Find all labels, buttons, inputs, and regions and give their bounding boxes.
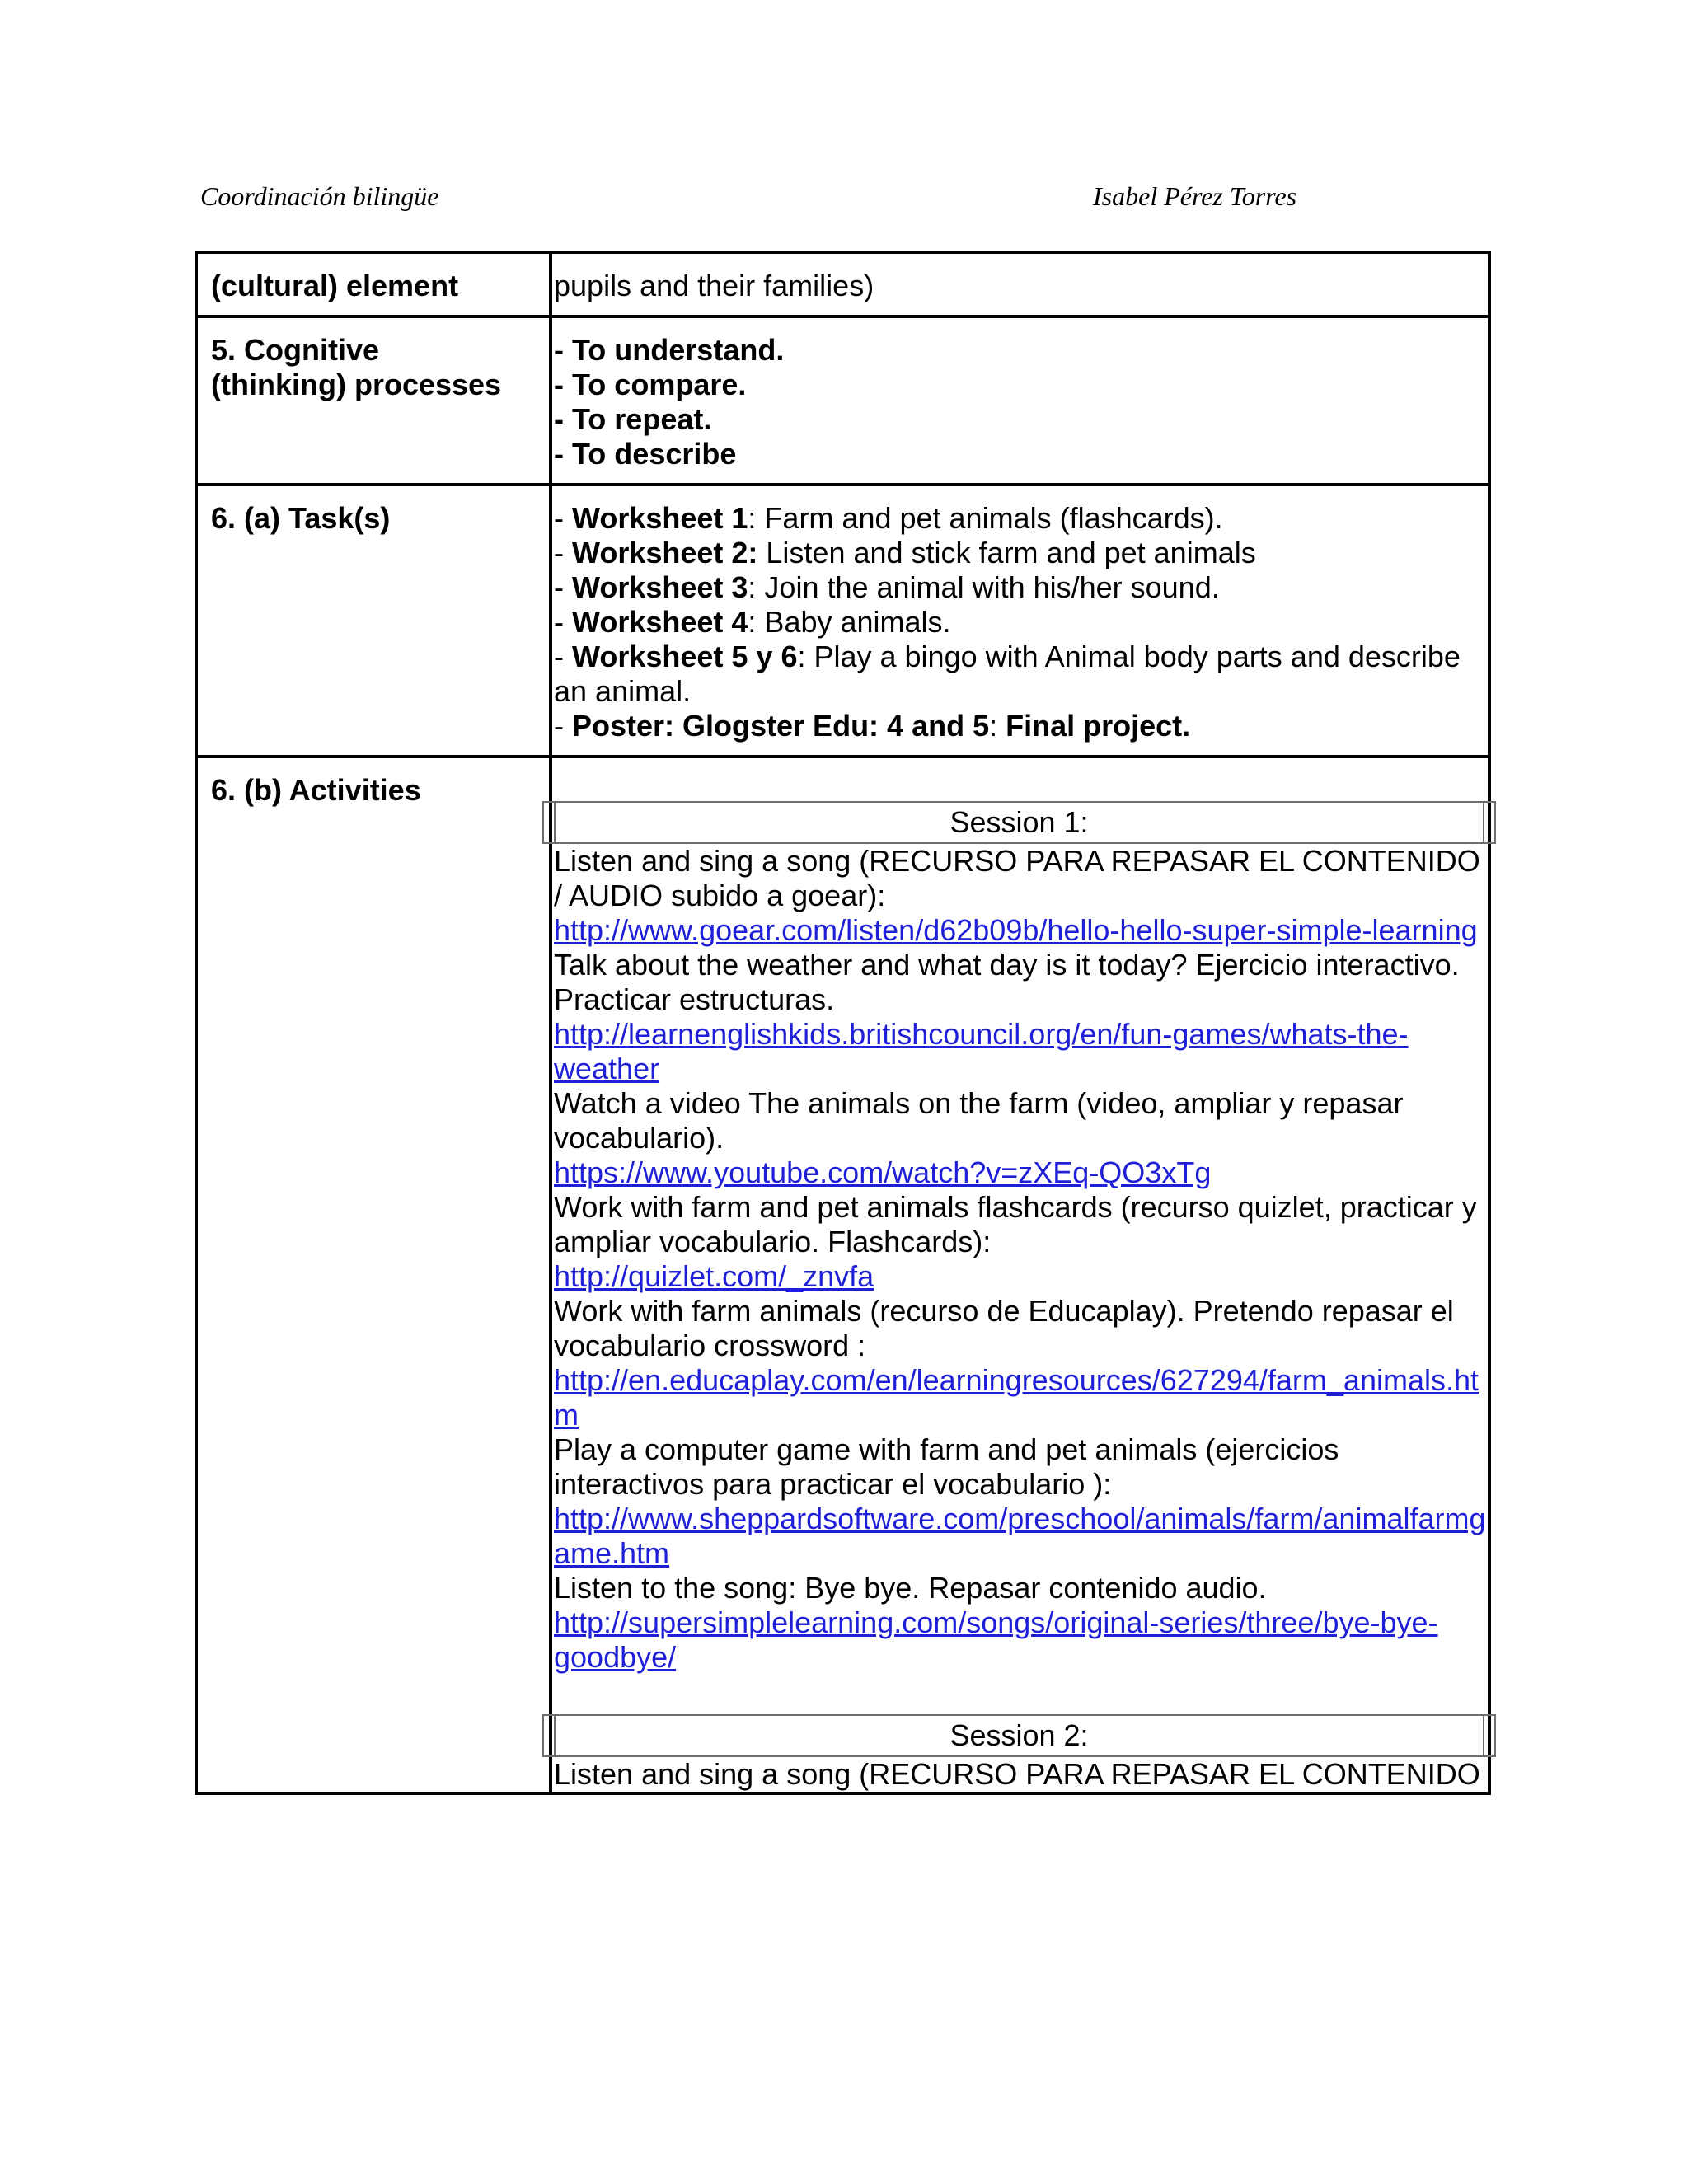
activity-line: Work with farm animals (recurso de Educaplay). Pretendo repasar el [554, 1294, 1454, 1328]
resource-link[interactable]: http://www.sheppardsoftware.com/preschool/animals/farm/animalfarmg [554, 1502, 1486, 1535]
resource-link[interactable]: m [554, 1398, 579, 1432]
cultural-content: pupils and their families) [551, 252, 1489, 316]
resource-link[interactable]: http://learnenglishkids.britishcouncil.org/en/fun-games/whats-the- [554, 1017, 1409, 1051]
row-tasks [196, 485, 1489, 757]
session-2-heading: Session 2: [542, 1714, 1496, 1757]
row-cultural [196, 252, 1489, 316]
activity-line: Play a computer game with farm and pet animals (ejercicios [554, 1432, 1339, 1466]
activity-line: vocabulario crossword : [554, 1329, 866, 1362]
activity-line: Listen and sing a song (RECURSO PARA REPASAR EL CONTENIDO [554, 844, 1480, 878]
resource-link[interactable]: http://supersimplelearning.com/songs/original-series/three/bye-bye- [554, 1605, 1438, 1639]
session-1-heading: Session 1: [542, 801, 1496, 844]
task-item: - Worksheet 1: Farm and pet animals (flashcards). [554, 501, 1223, 535]
activity-line: ampliar vocabulario. Flashcards): [554, 1225, 992, 1258]
activity-lines [554, 844, 1484, 1675]
activity-line: Listen and sing a song (RECURSO PARA REPASAR EL CONTENIDO [554, 1757, 1480, 1791]
task-item: - Worksheet 4: Baby animals. [554, 605, 951, 639]
spacer [554, 1675, 1484, 1714]
activity-line: Listen to the song: Bye bye. Repasar contenido audio. [554, 1571, 1267, 1605]
resource-link[interactable]: ame.htm [554, 1536, 670, 1570]
task-item: an animal. [554, 674, 692, 708]
cultural-label: (cultural) element [196, 252, 551, 316]
activity-line: / AUDIO subido a goear): [554, 879, 886, 912]
cognitive-item: - To repeat. [554, 402, 712, 436]
resource-link[interactable]: weather [554, 1052, 660, 1085]
cognitive-content [551, 316, 1489, 485]
activity-line: Talk about the weather and what day is it today? Ejercicio interactivo. [554, 948, 1460, 982]
resource-link[interactable]: goodbye/ [554, 1640, 677, 1674]
header-right: Isabel Pérez Torres [1093, 181, 1297, 211]
activities-label: 6. (b) Activities [196, 757, 551, 1793]
task-item: - Worksheet 3: Join the animal with his/her sound. [554, 570, 1220, 604]
lesson-plan-table [195, 251, 1491, 1795]
cognitive-item: - To compare. [554, 368, 747, 401]
tasks-content [551, 485, 1489, 757]
activity-line: Practicar estructuras. [554, 982, 835, 1016]
resource-link[interactable]: http://en.educaplay.com/en/learningresources/627294/farm_animals.ht [554, 1363, 1479, 1397]
row-activities [196, 757, 1489, 1793]
activities-content [551, 757, 1489, 1793]
task-item: - Poster: Glogster Edu: 4 and 5: Final project. [554, 709, 1191, 743]
cognitive-label-line: 5. Cognitive [211, 333, 380, 367]
header-left: Coordinación bilingüe [200, 181, 439, 211]
cognitive-label [196, 316, 551, 485]
activity-line: Watch a video The animals on the farm (video, ampliar y repasar [554, 1086, 1404, 1120]
cognitive-label-line: (thinking) processes [211, 368, 502, 401]
cognitive-item: - To understand. [554, 333, 785, 367]
activity-line: interactivos para practicar el vocabulario ): [554, 1467, 1112, 1501]
task-item: - Worksheet 2: Listen and stick farm and pet animals [554, 536, 1256, 569]
activity-line: Work with farm and pet animals flashcards (recurso quizlet, practicar y [554, 1190, 1477, 1224]
cognitive-item: - To describe [554, 437, 737, 471]
resource-link[interactable]: http://quizlet.com/_znvfa [554, 1259, 874, 1293]
row-cognitive [196, 316, 1489, 485]
tasks-label: 6. (a) Task(s) [196, 485, 551, 757]
task-item: - Worksheet 5 y 6: Play a bingo with Animal body parts and describe [554, 640, 1461, 673]
resource-link[interactable]: http://www.goear.com/listen/d62b09b/hello-hello-super-simple-learning [554, 913, 1478, 947]
resource-link[interactable]: https://www.youtube.com/watch?v=zXEq-QO3xTg [554, 1155, 1212, 1189]
activity-line: vocabulario). [554, 1121, 724, 1155]
